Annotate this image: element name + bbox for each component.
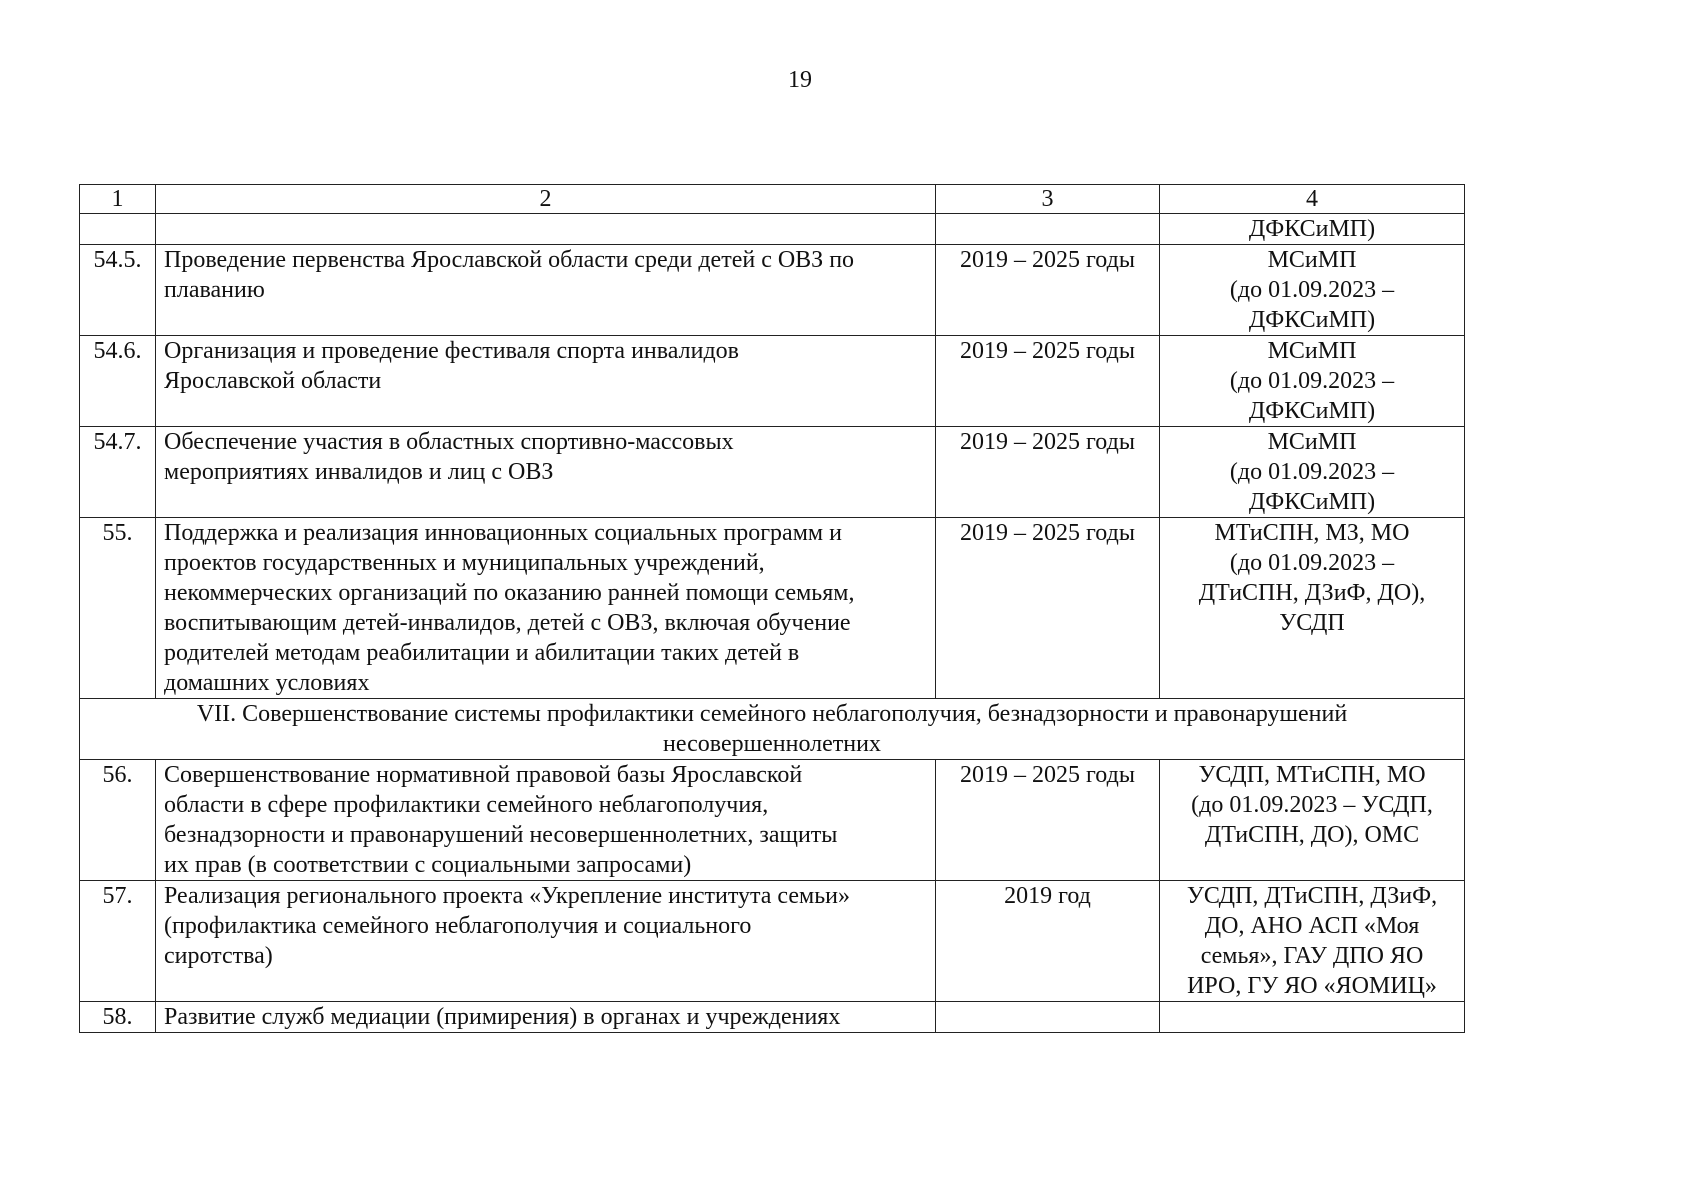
table-row bbox=[80, 881, 1465, 1002]
row-number bbox=[80, 214, 156, 245]
row-number: 54.5. bbox=[80, 245, 156, 336]
row-period bbox=[936, 214, 1160, 245]
executor-line: УСДП, ДТиСПН, ДЗиФ, bbox=[1186, 883, 1438, 909]
executor-line: (до 01.09.2023 – bbox=[1229, 550, 1395, 576]
text-line: области в сфере профилактики семейного неблагополучия, bbox=[164, 792, 769, 818]
row-period bbox=[936, 1002, 1160, 1033]
row-executors bbox=[1160, 245, 1465, 336]
executor-line: ДФКСиМП) bbox=[1248, 489, 1376, 515]
row-number: 54.7. bbox=[80, 427, 156, 518]
text-line: Обеспечение участия в областных спортивно-массовых bbox=[164, 429, 734, 455]
executor-line: (до 01.09.2023 – bbox=[1229, 459, 1395, 485]
section-title-line: VII. Совершенствование системы профилактики семейного неблагополучия, безнадзорности и правонарушений bbox=[196, 701, 1348, 727]
executor-line: семья», ГАУ ДПО ЯО bbox=[1200, 943, 1424, 969]
executor-line: (до 01.09.2023 – bbox=[1229, 368, 1395, 394]
row-executors bbox=[1160, 518, 1465, 699]
text-line: Поддержка и реализация инновационных социальных программ и bbox=[164, 520, 842, 546]
header-col-1: 1 bbox=[80, 185, 156, 214]
executor-line: ИРО, ГУ ЯО «ЯОМИЦ» bbox=[1187, 973, 1437, 999]
text-line: родителей методам реабилитации и абилитации таких детей в bbox=[164, 640, 800, 666]
measures-table bbox=[79, 184, 1465, 1033]
executor-line: ДТиСПН, ДЗиФ, ДО), bbox=[1198, 580, 1426, 606]
header-col-4: 4 bbox=[1160, 185, 1465, 214]
row-text bbox=[156, 518, 936, 699]
row-executors bbox=[1160, 214, 1465, 245]
text-line: Совершенствование нормативной правовой базы Ярославской bbox=[164, 762, 803, 788]
text-line: их прав (в соответствии с социальными запросами) bbox=[164, 852, 692, 878]
table-row bbox=[80, 1002, 1465, 1033]
executor-line: УСДП bbox=[1279, 610, 1345, 636]
text-line: Развитие служб медиации (примирения) в органах и учреждениях bbox=[164, 1004, 841, 1030]
text-line: Организация и проведение фестиваля спорта инвалидов bbox=[164, 338, 740, 364]
row-text bbox=[156, 336, 936, 427]
row-period: 2019 – 2025 годы bbox=[936, 336, 1160, 427]
text-line: проектов государственных и муниципальных учреждений, bbox=[164, 550, 765, 576]
row-number: 54.6. bbox=[80, 336, 156, 427]
row-text bbox=[156, 214, 936, 245]
row-period: 2019 год bbox=[936, 881, 1160, 1002]
row-text bbox=[156, 1002, 936, 1033]
executor-line: МСиМП bbox=[1267, 429, 1357, 455]
header-col-2: 2 bbox=[156, 185, 936, 214]
row-number: 56. bbox=[80, 760, 156, 881]
table-row bbox=[80, 518, 1465, 699]
row-text bbox=[156, 245, 936, 336]
page-number: 19 bbox=[788, 67, 812, 93]
text-line: воспитывающим детей-инвалидов, детей с ОВЗ, включая обучение bbox=[164, 610, 851, 636]
row-executors bbox=[1160, 760, 1465, 881]
text-line: мероприятиях инвалидов и лиц с ОВЗ bbox=[164, 459, 554, 485]
row-executors bbox=[1160, 336, 1465, 427]
row-period: 2019 – 2025 годы bbox=[936, 245, 1160, 336]
executor-line: МСиМП bbox=[1267, 247, 1357, 273]
row-text bbox=[156, 881, 936, 1002]
text-line: Реализация регионального проекта «Укрепление института семьи» bbox=[164, 883, 851, 909]
row-executors bbox=[1160, 427, 1465, 518]
text-line: (профилактика семейного неблагополучия и социального bbox=[164, 913, 752, 939]
row-number: 58. bbox=[80, 1002, 156, 1033]
executor-line: МСиМП bbox=[1267, 338, 1357, 364]
table-row bbox=[80, 245, 1465, 336]
executor-line: МТиСПН, МЗ, МО bbox=[1214, 520, 1410, 546]
table-header-row bbox=[80, 185, 1465, 214]
text-line: безнадзорности и правонарушений несовершеннолетних, защиты bbox=[164, 822, 838, 848]
table-row bbox=[80, 427, 1465, 518]
row-executors bbox=[1160, 881, 1465, 1002]
row-period: 2019 – 2025 годы bbox=[936, 518, 1160, 699]
executor-line: ДФКСиМП) bbox=[1248, 216, 1376, 242]
text-line: плаванию bbox=[164, 277, 265, 303]
row-number: 57. bbox=[80, 881, 156, 1002]
executor-line: ДФКСиМП) bbox=[1248, 398, 1376, 424]
row-period: 2019 – 2025 годы bbox=[936, 427, 1160, 518]
text-line: сиротства) bbox=[164, 943, 273, 969]
section-row bbox=[80, 699, 1465, 760]
section-title-line: несовершеннолетних bbox=[663, 731, 881, 757]
row-executors bbox=[1160, 1002, 1465, 1033]
row-text bbox=[156, 427, 936, 518]
text-line: Ярославской области bbox=[164, 368, 382, 394]
row-number: 55. bbox=[80, 518, 156, 699]
executor-line: ДО, АНО АСП «Моя bbox=[1204, 913, 1420, 939]
header-col-3: 3 bbox=[936, 185, 1160, 214]
text-line: некоммерческих организаций по оказанию ранней помощи семьям, bbox=[164, 580, 855, 606]
row-text bbox=[156, 760, 936, 881]
table-row bbox=[80, 336, 1465, 427]
executor-line: ДФКСиМП) bbox=[1248, 307, 1376, 333]
text-line: Проведение первенства Ярославской области среди детей с ОВЗ по bbox=[164, 247, 855, 273]
executor-line: (до 01.09.2023 – bbox=[1229, 277, 1395, 303]
executor-line: УСДП, МТиСПН, МО bbox=[1198, 762, 1426, 788]
table-row bbox=[80, 760, 1465, 881]
section-title bbox=[80, 699, 1465, 760]
table-row-continuation bbox=[80, 214, 1465, 245]
executor-line: ДТиСПН, ДО), ОМС bbox=[1204, 822, 1420, 848]
row-period: 2019 – 2025 годы bbox=[936, 760, 1160, 881]
text-line: домашних условиях bbox=[164, 670, 370, 696]
executor-line: (до 01.09.2023 – УСДП, bbox=[1191, 792, 1433, 818]
